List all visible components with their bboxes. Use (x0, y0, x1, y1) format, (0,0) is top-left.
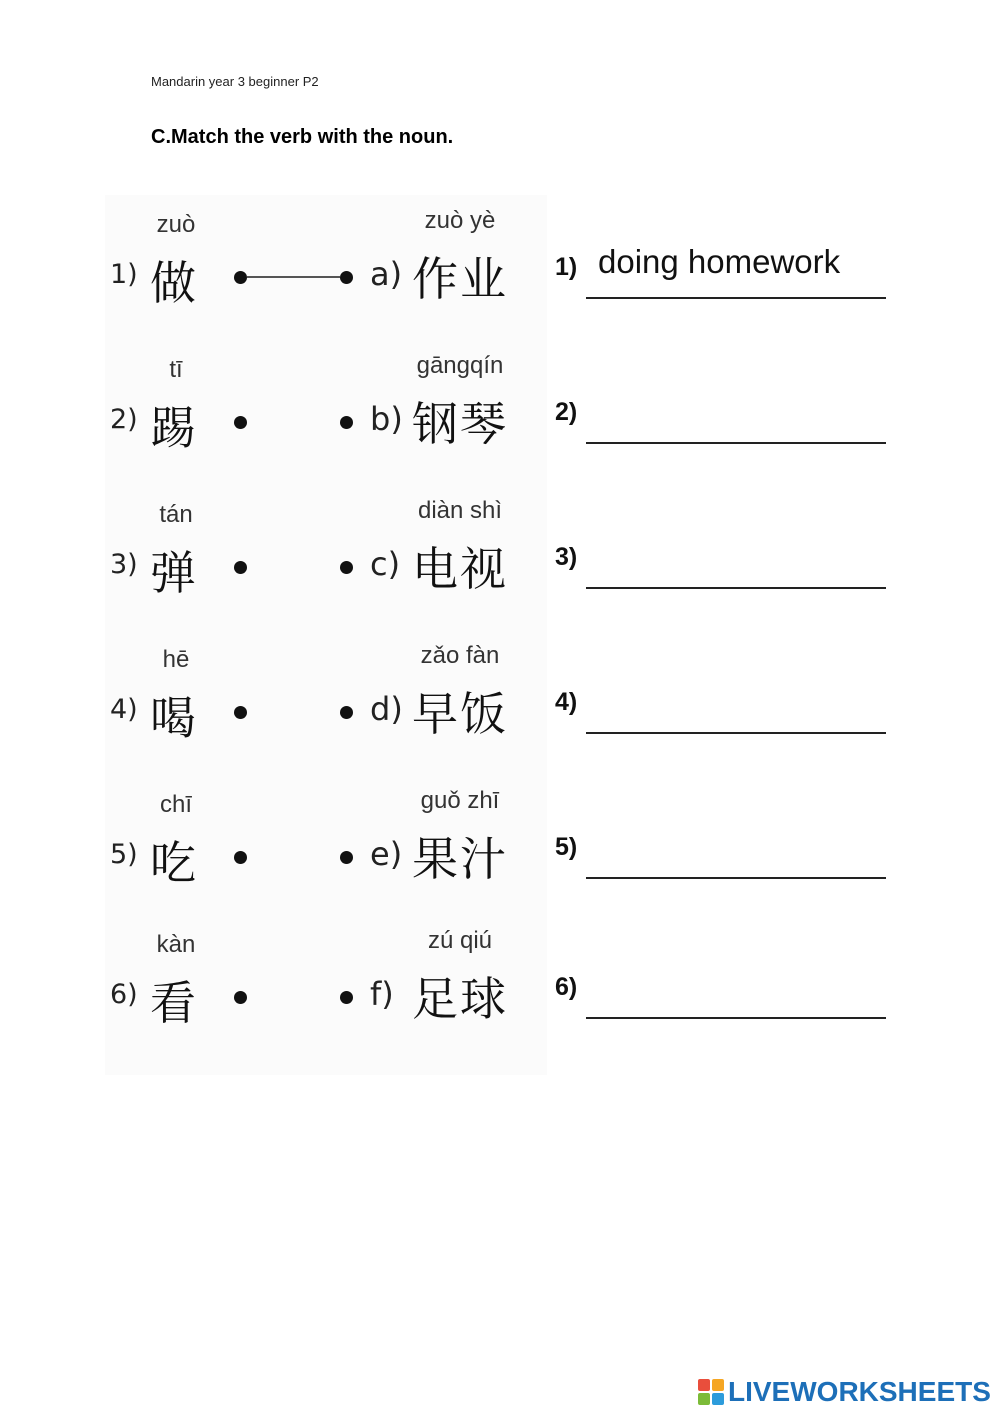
noun-characters: 作业 (412, 252, 508, 306)
match-row (0, 925, 1000, 1035)
answer-number: 4) (555, 688, 578, 716)
noun-letter: b) (370, 400, 403, 438)
noun-match-dot[interactable] (340, 851, 353, 864)
match-connector-line (247, 276, 340, 278)
noun-characters: 足球 (412, 972, 508, 1026)
answer-number: 6) (555, 973, 578, 1001)
verb-character: 吃 (150, 836, 196, 890)
answer-input[interactable]: doing homework (598, 243, 841, 280)
match-row (0, 350, 1000, 460)
instruction-title: C.Match the verb with the noun. (151, 126, 454, 148)
verb-character: 喝 (150, 691, 196, 745)
answer-number: 1) (555, 253, 578, 281)
noun-match-dot[interactable] (340, 706, 353, 719)
verb-pinyin: kàn (156, 931, 196, 958)
verb-character: 弹 (150, 546, 196, 600)
match-row (0, 640, 1000, 750)
noun-pinyin: diàn shì (417, 497, 503, 524)
verb-number: 5) (110, 839, 138, 870)
logo-square-orange (712, 1379, 724, 1391)
noun-characters: 早饭 (412, 687, 508, 741)
match-row (0, 205, 1000, 315)
answer-line (586, 442, 886, 444)
verb-number: 6) (110, 979, 138, 1010)
answer-line (586, 732, 886, 734)
answer-number: 3) (555, 543, 578, 571)
logo-square-green (698, 1393, 710, 1405)
verb-number: 1) (110, 259, 138, 290)
noun-pinyin: gāngqín (416, 352, 504, 379)
noun-letter: a) (370, 255, 403, 293)
verb-match-dot[interactable] (234, 561, 247, 574)
verb-match-dot[interactable] (234, 416, 247, 429)
verb-match-dot[interactable] (234, 991, 247, 1004)
noun-characters: 果汁 (412, 832, 508, 886)
verb-pinyin: zuò (156, 211, 196, 238)
noun-pinyin: guǒ zhī (420, 787, 500, 814)
answer-line (586, 587, 886, 589)
noun-letter: c) (370, 545, 401, 583)
noun-letter: d) (370, 690, 403, 728)
noun-match-dot[interactable] (340, 561, 353, 574)
verb-pinyin: hē (162, 646, 190, 673)
answer-number: 2) (555, 398, 578, 426)
liveworksheets-brand (698, 1377, 991, 1407)
verb-match-dot[interactable] (234, 271, 247, 284)
answer-line (586, 1017, 886, 1019)
doc-header: Mandarin year 3 beginner P2 (151, 74, 319, 89)
noun-match-dot[interactable] (340, 416, 353, 429)
verb-character: 看 (150, 976, 196, 1030)
verb-number: 3) (110, 549, 138, 580)
answer-line (586, 297, 886, 299)
verb-pinyin: tī (169, 356, 183, 383)
answer-number: 5) (555, 833, 578, 861)
noun-characters: 钢琴 (412, 397, 508, 451)
verb-number: 4) (110, 694, 138, 725)
verb-pinyin: chī (159, 791, 192, 818)
noun-characters: 电视 (412, 542, 508, 596)
brand-text: LIVEWORKSHEETS (728, 1376, 991, 1407)
logo-square-blue (712, 1393, 724, 1405)
verb-match-dot[interactable] (234, 706, 247, 719)
noun-pinyin: zǎo fàn (420, 642, 500, 669)
verb-match-dot[interactable] (234, 851, 247, 864)
noun-letter: e) (370, 835, 403, 873)
verb-character: 做 (150, 256, 196, 310)
noun-match-dot[interactable] (340, 271, 353, 284)
match-row (0, 495, 1000, 605)
noun-pinyin: zú qiú (427, 927, 493, 954)
answer-line (586, 877, 886, 879)
noun-match-dot[interactable] (340, 991, 353, 1004)
noun-letter: f) (370, 975, 394, 1013)
match-row (0, 785, 1000, 895)
logo-square-red (698, 1379, 710, 1391)
verb-number: 2) (110, 404, 138, 435)
verb-character: 踢 (150, 401, 196, 455)
liveworksheets-logo-icon (698, 1379, 724, 1405)
verb-pinyin: tán (159, 501, 193, 528)
noun-pinyin: zuò yè (424, 207, 496, 234)
